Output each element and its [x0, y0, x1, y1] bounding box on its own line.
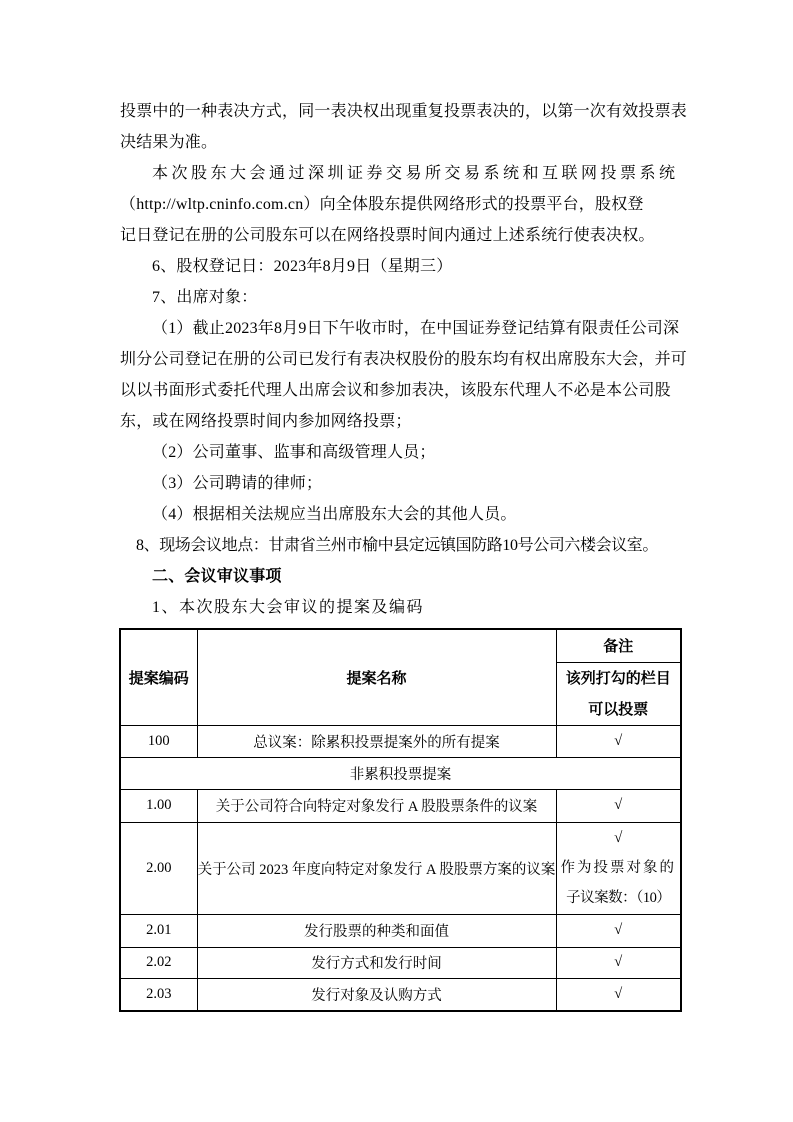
proposal-code: 2.00 — [120, 822, 197, 914]
proposal-code: 100 — [120, 725, 197, 757]
header-proposal-code: 提案编码 — [120, 629, 197, 725]
body-line-registration-date: 6、股权登记日：2023年8月9日（星期三） — [152, 258, 453, 275]
header-remark-note-line: 该列打勾的栏目 — [565, 669, 671, 687]
table-row-2-02 — [120, 947, 681, 978]
remark-note-line: 子议案数：（10） — [566, 890, 671, 906]
body-line: 以以书面形式委托代理人出席会议和参加表决，该股东代理人不必是本公司股 — [120, 382, 671, 399]
proposal-code: 1.00 — [120, 789, 197, 822]
header-remark: 备注 — [556, 629, 681, 662]
table-row-2-03 — [120, 978, 681, 1011]
section-heading-review-items: 二、会议审议事项 — [152, 568, 282, 585]
proposal-name: 发行对象及认购方式 — [197, 978, 556, 1011]
body-line: （2）公司董事、监事和高级管理人员； — [152, 444, 436, 461]
proposal-name: 发行股票的种类和面值 — [197, 914, 556, 947]
proposal-code: 2.01 — [120, 914, 197, 947]
body-line: （http://wltp.cninfo.com.cn）向全体股东提供网络形式的投票平台，股权登 — [120, 196, 644, 213]
body-line-attendees-title: 7、出席对象： — [152, 289, 258, 306]
header-remark-note-line: 可以投票 — [588, 700, 649, 718]
proposal-name: 总议案：除累积投票提案外的所有提案 — [197, 725, 556, 757]
body-text — [120, 96, 688, 1012]
proposal-name: 关于公司 2023 年度向特定对象发行 A 股股票方案的议案 — [197, 822, 556, 914]
body-line: 本次股东大会通过深圳证券交易所交易系统和互联网投票系统 — [152, 165, 679, 182]
table-intro-line: 1、本次股东大会审议的提案及编码 — [152, 599, 425, 616]
body-line: （1）截止2023年8月9日下午收市时，在中国证券登记结算有限责任公司深 — [152, 320, 680, 337]
body-line: 投票中的一种表决方式，同一表决权出现重复投票表决的，以第一次有效投票表 — [120, 103, 688, 120]
table-row-2-00 — [120, 822, 681, 914]
body-line: 圳分公司登记在册的公司已发行有表决权股份的股东均有权出席股东大会，并可 — [120, 351, 688, 368]
body-line: 决结果为准。 — [120, 134, 218, 151]
section-label: 非累积投票提案 — [120, 757, 681, 789]
body-line: （3）公司聘请的律师； — [152, 475, 323, 492]
remark-note-line: 作为投票对象的 — [560, 860, 676, 876]
remark-check: √ — [556, 947, 681, 978]
proposal-code: 2.03 — [120, 978, 197, 1011]
body-line: 东，或在网络投票时间内参加网络投票； — [120, 413, 412, 430]
remark-check: √ — [556, 789, 681, 822]
proposal-name: 发行方式和发行时间 — [197, 947, 556, 978]
table-row-100 — [120, 725, 681, 757]
table-row-1-00 — [120, 789, 681, 822]
remark-multi — [556, 822, 681, 914]
header-remark-note — [556, 662, 681, 725]
table-section-row — [120, 757, 681, 789]
proposal-code: 2.02 — [120, 947, 197, 978]
remark-check: √ — [556, 725, 681, 757]
body-line-meeting-location: 8、现场会议地点：甘肃省兰州市榆中县定远镇国防路10号公司六楼会议室。 — [136, 537, 659, 554]
body-line: （4）根据相关法规应当出席股东大会的其他人员。 — [152, 506, 517, 523]
proposal-table — [119, 628, 682, 1012]
remark-check: √ — [614, 830, 623, 846]
proposal-name: 关于公司符合向特定对象发行 A 股股票条件的议案 — [197, 789, 556, 822]
remark-check: √ — [556, 978, 681, 1011]
remark-check: √ — [556, 914, 681, 947]
table-row-2-01 — [120, 914, 681, 947]
body-line: 记日登记在册的公司股东可以在网络投票时间内通过上述系统行使表决权。 — [120, 227, 655, 244]
header-proposal-name: 提案名称 — [197, 629, 556, 725]
